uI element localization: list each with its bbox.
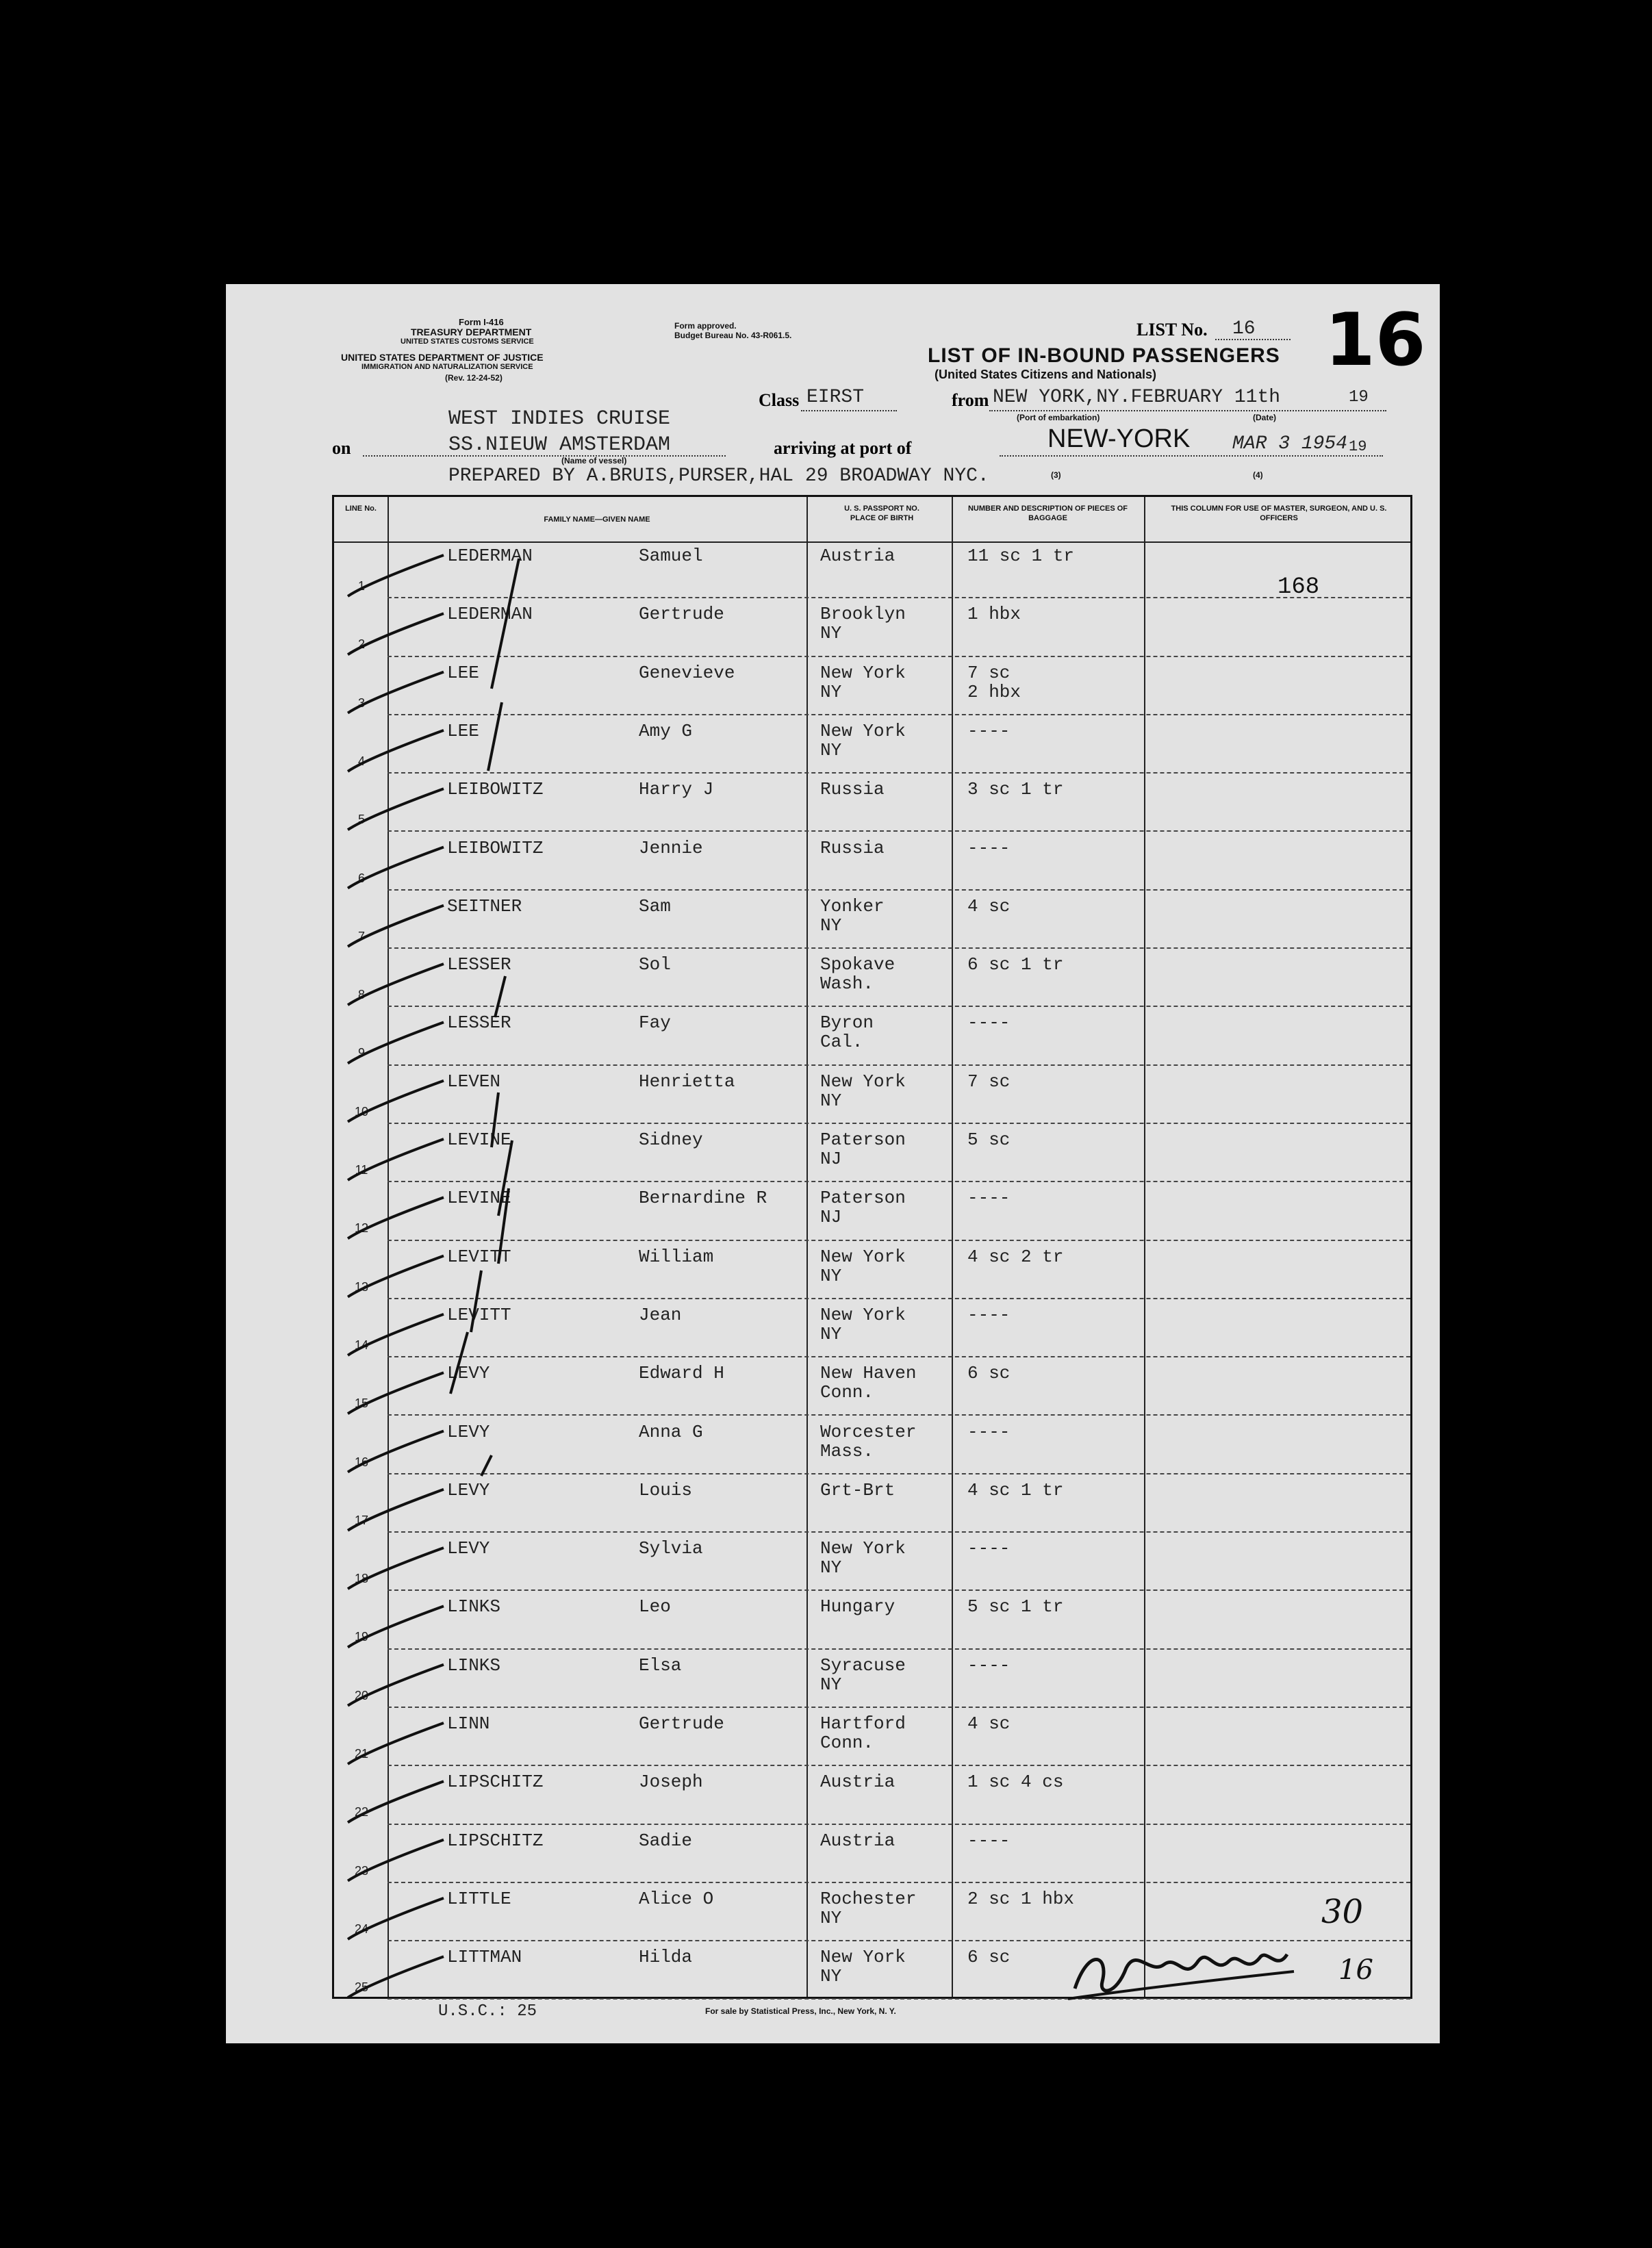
given-name: Edward H [639, 1363, 724, 1384]
family-name: LITTLE [447, 1888, 511, 1909]
header-name: FAMILY NAME—GIVEN NAME [544, 515, 650, 524]
line-number: 4 [357, 754, 365, 768]
check-mark [348, 1314, 444, 1355]
family-name: LIPSCHITZ [447, 1772, 544, 1793]
check-mark [348, 789, 444, 830]
birth-place: Byron [820, 1012, 874, 1034]
check-mark [348, 1548, 444, 1589]
class-value: EIRST [806, 387, 865, 408]
family-name: LEIBOWITZ [447, 779, 544, 800]
family-name: LEVINE [447, 1188, 511, 1209]
baggage: 11 sc 1 tr [967, 546, 1075, 566]
list-subtitle: (United States Citizens and Nationals) [935, 368, 1157, 381]
check-stroke [495, 976, 505, 1017]
given-name: Jennie [639, 837, 703, 858]
family-name: SEITNER [447, 895, 522, 917]
birth-place: Yonker [820, 895, 885, 917]
baggage: 4 sc 1 tr [967, 1479, 1064, 1500]
baggage: 6 sc 1 tr [967, 954, 1064, 975]
revision-date: (Rev. 12-24-52) [445, 373, 503, 383]
line-number: 5 [357, 813, 365, 827]
check-stroke [492, 559, 519, 689]
line-number: 17 [354, 1513, 369, 1527]
line-number: 2 [357, 637, 365, 652]
check-mark [348, 1840, 444, 1881]
baggage: 4 sc 2 tr [967, 1246, 1064, 1267]
check-mark [348, 1256, 444, 1297]
list-big-number: 16 [1325, 298, 1426, 382]
line-number: 15 [354, 1396, 369, 1411]
cruise-name: WEST INDIES CRUISE [448, 407, 671, 431]
embarkation-port-date: NEW YORK,NY.FEBRUARY 11th [993, 387, 1281, 408]
caption-3: (3) [1051, 470, 1061, 480]
birth-place: Rochester [820, 1888, 917, 1909]
birth-place: Austria [820, 1772, 895, 1793]
list-number-value: 16 [1232, 318, 1256, 340]
birth-place: Worcester [820, 1421, 917, 1442]
check-mark [348, 1606, 444, 1647]
birth-place: Russia [820, 837, 885, 858]
family-name: LEVITT [447, 1304, 511, 1325]
baggage: 2 sc 1 hbx [967, 1888, 1075, 1909]
family-name: LEVEN [447, 1071, 501, 1092]
given-name: Sam [639, 895, 671, 917]
arrival-date-stamp: MAR 3 1954 [1232, 433, 1348, 455]
check-mark [348, 847, 444, 889]
birth-place: New York [820, 1304, 906, 1325]
birth-place: Spokave [820, 954, 895, 975]
given-name: Anna G [639, 1421, 703, 1442]
check-mark [348, 1431, 444, 1472]
family-name: LEDERMAN [447, 546, 533, 566]
form-approved: Form approved. [674, 321, 737, 331]
birth-place: New Haven [820, 1363, 917, 1384]
birth-state: NY [820, 1265, 842, 1286]
birth-place: Paterson [820, 1188, 906, 1209]
given-name: William [639, 1246, 714, 1267]
birth-place: Russia [820, 779, 885, 800]
check-mark [348, 1139, 444, 1180]
birth-place: Brooklyn [820, 604, 906, 625]
check-stroke [488, 702, 502, 771]
birth-state: Cal. [820, 1032, 863, 1053]
family-name: LEVINE [447, 1129, 511, 1150]
arrival-year-label: 19 [1349, 438, 1367, 455]
given-name: Amy G [639, 720, 693, 741]
line-number: 11 [355, 1163, 368, 1177]
baggage: 6 sc [967, 1363, 1011, 1384]
family-name: LEDERMAN [447, 604, 533, 625]
line-number: 20 [354, 1688, 369, 1702]
list-number-label: LIST No. [1136, 320, 1208, 340]
check-mark [348, 1081, 444, 1122]
justice-department: UNITED STATES DEPARTMENT OF JUSTICE [341, 352, 544, 363]
birth-place: Grt-Brt [820, 1479, 895, 1500]
line-number: 24 [354, 1921, 369, 1936]
line-number: 8 [357, 988, 365, 1002]
line-number: 9 [357, 1046, 365, 1060]
family-name: LEE [447, 720, 479, 741]
birth-state: NY [820, 915, 842, 936]
check-mark [348, 672, 444, 713]
given-name: Fay [639, 1012, 671, 1034]
family-name: LEVY [447, 1538, 490, 1559]
customs-service: UNITED STATES CUSTOMS SERVICE [401, 337, 534, 346]
line-number: 12 [354, 1221, 369, 1236]
birth-place: New York [820, 720, 906, 741]
birth-state: Conn. [820, 1733, 874, 1753]
baggage: ---- [967, 837, 1011, 858]
line-number: 7 [357, 929, 365, 943]
check-stroke [471, 1270, 481, 1332]
treasury-department: TREASURY DEPARTMENT [411, 327, 532, 337]
birth-state: NY [820, 681, 842, 702]
arrival-port: NEW-YORK [1047, 424, 1191, 453]
birth-place: Paterson [820, 1129, 906, 1150]
birth-place: New York [820, 1071, 906, 1092]
birth-state: NY [820, 1966, 842, 1987]
line-number: 18 [354, 1572, 369, 1586]
family-name: LIPSCHITZ [447, 1830, 544, 1851]
check-mark [348, 1956, 444, 1997]
given-name: Gertrude [639, 604, 724, 625]
from-label: from [952, 390, 989, 410]
birth-state: NY [820, 1323, 842, 1344]
birth-state: NJ [820, 1149, 842, 1169]
birth-state: NY [820, 623, 842, 644]
baggage: ---- [967, 1421, 1011, 1442]
check-stroke [450, 1332, 468, 1394]
check-mark [348, 1723, 444, 1764]
birth-state: NY [820, 1557, 842, 1579]
line-number: 22 [354, 1805, 369, 1819]
birth-state: NY [820, 1907, 842, 1928]
check-mark [348, 1022, 444, 1063]
handwritten-note-30: 30 [1321, 1893, 1364, 1931]
family-name: LEIBOWITZ [447, 837, 544, 858]
birth-state: NY [820, 1674, 842, 1695]
birth-state: NY [820, 739, 842, 761]
birth-state: NJ [820, 1207, 842, 1228]
baggage: ---- [967, 1304, 1011, 1325]
birth-place: Austria [820, 546, 895, 566]
family-name: LITTMAN [447, 1947, 522, 1968]
check-mark [348, 1898, 444, 1939]
family-name: LEVY [447, 1363, 490, 1384]
check-mark [348, 613, 444, 654]
handwritten-check-marks [334, 497, 1414, 2001]
class-label: Class [759, 390, 800, 410]
check-mark [348, 906, 444, 947]
check-mark [348, 964, 444, 1005]
vessel-caption: (Name of vessel) [561, 456, 627, 465]
check-stroke [481, 1455, 492, 1476]
given-name: Gertrude [639, 1713, 724, 1734]
baggage: 7 sc [967, 662, 1011, 683]
on-label: on [332, 438, 351, 458]
birth-place: Austria [820, 1830, 895, 1851]
given-name: Samuel [639, 546, 703, 566]
manifest-page [226, 284, 1440, 2043]
check-mark [348, 1781, 444, 1822]
line-number: 14 [354, 1338, 369, 1352]
given-name: Leo [639, 1596, 671, 1618]
baggage-extra: 2 hbx [967, 681, 1021, 702]
passenger-table [332, 495, 1412, 1999]
check-mark [348, 1665, 444, 1706]
prepared-by: PREPARED BY A.BRUIS,PURSER,HAL 29 BROADWAY NYC. [448, 465, 989, 487]
family-name: LEE [447, 662, 479, 683]
handwritten-note-16: 16 [1338, 1954, 1373, 1986]
baggage: 4 sc [967, 1713, 1011, 1734]
given-name: Joseph [639, 1772, 703, 1793]
caption-4: (4) [1253, 470, 1263, 480]
given-name: Sol [639, 954, 671, 975]
baggage: ---- [967, 1538, 1011, 1559]
given-name: Henrietta [639, 1071, 735, 1092]
family-name: LEVY [447, 1479, 490, 1500]
budget-bureau: Budget Bureau No. 43-R061.5. [674, 331, 792, 340]
family-name: LINKS [447, 1655, 501, 1676]
birth-place: Hungary [820, 1596, 895, 1618]
given-name: Sylvia [639, 1538, 703, 1559]
birth-place: New York [820, 1246, 906, 1267]
check-mark [348, 730, 444, 771]
baggage: ---- [967, 1830, 1011, 1851]
given-name: Sadie [639, 1830, 693, 1851]
family-name: LESSER [447, 954, 511, 975]
baggage: 1 sc 4 cs [967, 1772, 1064, 1793]
baggage: 5 sc [967, 1129, 1011, 1150]
birth-place: Syracuse [820, 1655, 906, 1676]
baggage: ---- [967, 1012, 1011, 1034]
line-number: 3 [357, 695, 365, 710]
check-mark [348, 1372, 444, 1414]
baggage: 1 hbx [967, 604, 1021, 625]
family-name: LINKS [447, 1596, 501, 1618]
usc-code: U.S.C.: 25 [438, 2002, 537, 2021]
officer-note: 168 [1278, 574, 1320, 600]
given-name: Harry J [639, 779, 714, 800]
birth-state: Mass. [820, 1440, 874, 1461]
vessel-name: SS.NIEUW AMSTERDAM [448, 433, 671, 457]
baggage: ---- [967, 1655, 1011, 1676]
list-title: LIST OF IN-BOUND PASSENGERS [928, 344, 1280, 367]
given-name: Bernardine R [639, 1188, 767, 1209]
check-mark [348, 1490, 444, 1531]
given-name: Hilda [639, 1947, 693, 1968]
line-number: 6 [357, 871, 365, 885]
birth-state: Conn. [820, 1382, 874, 1403]
header-line-no: LINE No. [345, 504, 377, 513]
baggage: 3 sc 1 tr [967, 779, 1064, 800]
given-name: Louis [639, 1479, 693, 1500]
given-name: Genevieve [639, 662, 735, 683]
header-baggage: NUMBER AND DESCRIPTION OF PIECES OF BAGGAGE [967, 504, 1128, 522]
birth-place: New York [820, 1947, 906, 1968]
baggage: 4 sc [967, 895, 1011, 917]
check-stroke [492, 1093, 498, 1147]
printer-note: For sale by Statistical Press, Inc., New York, N. Y. [705, 2006, 896, 2016]
form-number: Form I-416 [459, 317, 504, 327]
officer-signature [1061, 1906, 1445, 2016]
birth-state: NY [820, 1090, 842, 1111]
baggage: ---- [967, 720, 1011, 741]
header-officers: THIS COLUMN FOR USE OF MASTER, SURGEON, AND U. S. OFFICERS [1171, 504, 1387, 522]
birth-place: New York [820, 1538, 906, 1559]
given-name: Jean [639, 1304, 682, 1325]
baggage: ---- [967, 1188, 1011, 1209]
baggage: 7 sc [967, 1071, 1011, 1092]
line-number: 10 [354, 1104, 369, 1119]
birth-place: Hartford [820, 1713, 906, 1734]
date-caption: (Date) [1253, 413, 1277, 422]
arriving-label: arriving at port of [774, 438, 912, 458]
family-name: LINN [447, 1713, 490, 1734]
check-mark [348, 1197, 444, 1238]
line-number: 1 [357, 579, 365, 593]
line-number: 19 [354, 1630, 369, 1644]
family-name: LEVITT [447, 1246, 511, 1267]
line-number: 25 [354, 1980, 369, 1995]
birth-state: Wash. [820, 973, 874, 995]
given-name: Sidney [639, 1129, 703, 1150]
line-number: 16 [354, 1455, 369, 1469]
given-name: Alice O [639, 1888, 714, 1909]
from-year: 19 [1349, 388, 1369, 407]
given-name: Elsa [639, 1655, 682, 1676]
line-number: 21 [354, 1747, 369, 1761]
check-mark [348, 555, 444, 596]
baggage: 5 sc 1 tr [967, 1596, 1064, 1618]
birth-place: New York [820, 662, 906, 683]
header-passport: U. S. PASSPORT NO. PLACE OF BIRTH [844, 504, 919, 522]
baggage: 6 sc [967, 1947, 1011, 1968]
port-embarkation-caption: (Port of embarkation) [1017, 413, 1100, 422]
line-number: 13 [354, 1279, 369, 1294]
immigration-service: IMMIGRATION AND NATURALIZATION SERVICE [361, 363, 533, 371]
line-number: 23 [354, 1863, 369, 1878]
family-name: LESSER [447, 1012, 511, 1034]
family-name: LEVY [447, 1421, 490, 1442]
